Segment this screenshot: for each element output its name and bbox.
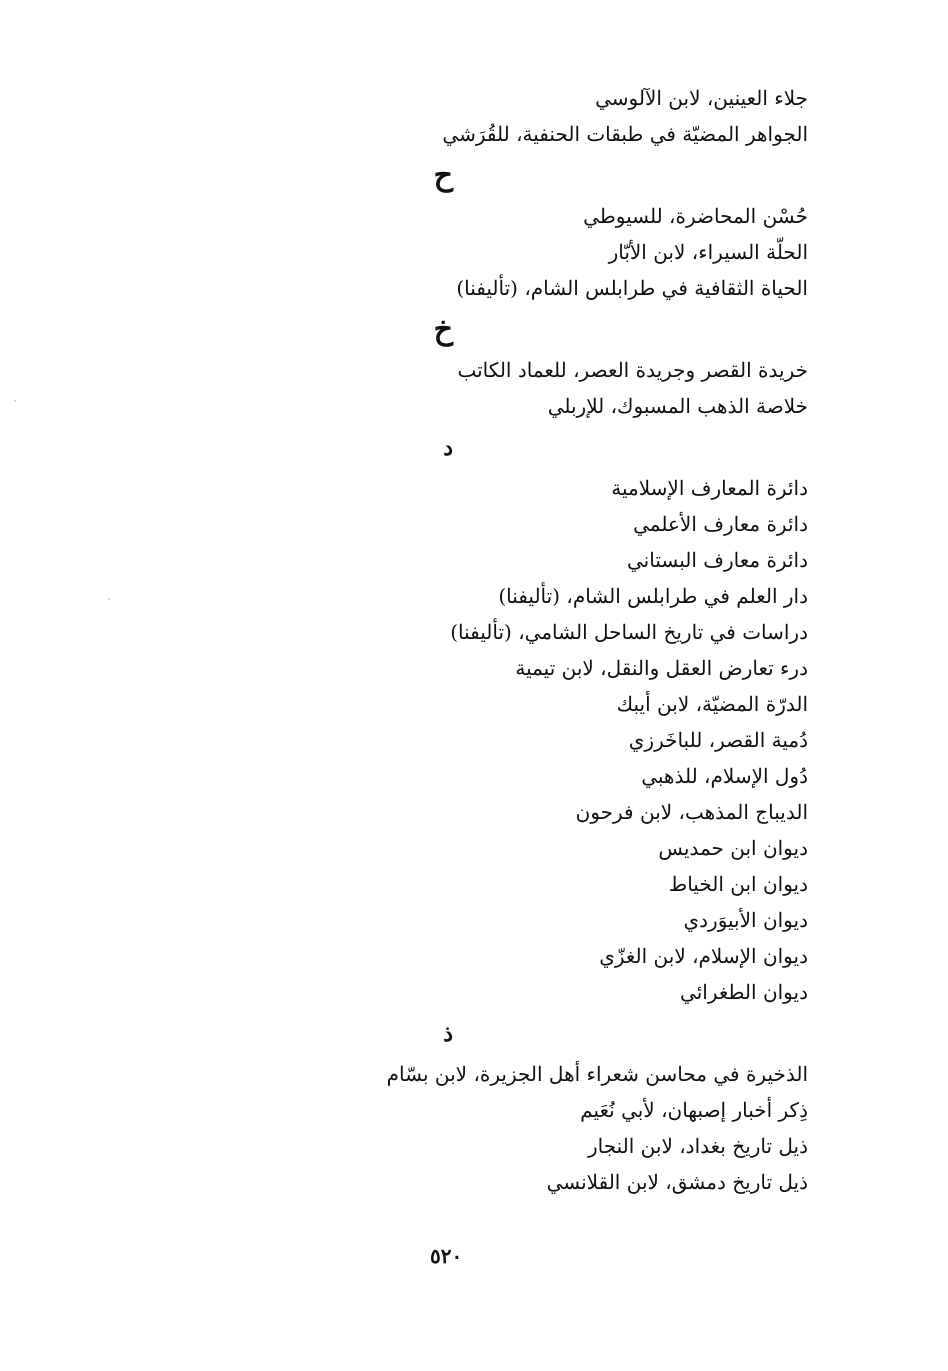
section-letter-dhal: ذ [443, 1021, 453, 1047]
page-number: ٥٢٠ [430, 1244, 463, 1268]
list-item: الذخيرة في محاسن شعراء أهل الجزيرة، لابن بسّام [386, 1062, 808, 1086]
list-item: درء تعارض العقل والنقل، لابن تيمية [515, 656, 808, 680]
list-item: ديوان الإسلام، لابن الغزّي [599, 944, 808, 968]
section-letter-dal: د [443, 435, 453, 461]
list-item: ذيل تاريخ بغداد، لابن النجار [587, 1134, 808, 1158]
list-item: دراسات في تاريخ الساحل الشامي، (تأليفنا) [450, 620, 808, 644]
list-item: دار العلم في طرابلس الشام، (تأليفنا) [498, 584, 808, 608]
scan-speck [14, 400, 16, 402]
list-item: ديوان ابن الخياط [668, 872, 808, 896]
list-item: حُسْن المحاضرة، للسيوطي [583, 204, 808, 228]
list-item: ديوان ابن حمديس [658, 836, 808, 860]
list-item: ذِكر أخبار إصبهان، لأبي نُعَيم [580, 1098, 808, 1122]
list-item: خريدة القصر وجريدة العصر، للعماد الكاتب [457, 358, 808, 382]
list-item: دُول الإسلام، للذهبي [641, 764, 808, 788]
list-item: ديوان الأبيوَردي [683, 908, 808, 932]
list-item: ديوان الطغرائي [680, 980, 808, 1004]
list-item: الجواهر المضيّة في طبقات الحنفية، للقُرَشي [442, 122, 808, 146]
list-item: دائرة معارف البستاني [627, 548, 808, 572]
scan-speck [108, 598, 110, 600]
list-item: ذيل تاريخ دمشق، لابن القلانسي [546, 1170, 808, 1194]
list-item: دُمية القصر، للباخَرزي [628, 728, 808, 752]
bibliography-list [368, 80, 808, 1200]
list-item: الحلّة السيراء، لابن الأبّار [608, 240, 808, 264]
list-item: الدرّة المضيّة، لابن أيبك [616, 692, 808, 716]
list-item: جلاء العينين، لابن الآلوسي [595, 86, 808, 110]
list-item: الحياة الثقافية في طرابلس الشام، (تأليفنا) [456, 276, 808, 300]
section-letter-kha: خ [433, 312, 453, 347]
section-letter-ha: ح [433, 158, 453, 193]
list-item: خلاصة الذهب المسبوك، للإربلي [547, 394, 808, 418]
list-item: الديباج المذهب، لابن فرحون [575, 800, 808, 824]
list-item: دائرة المعارف الإسلامية [611, 476, 808, 500]
list-item: دائرة معارف الأعلمي [633, 512, 808, 536]
